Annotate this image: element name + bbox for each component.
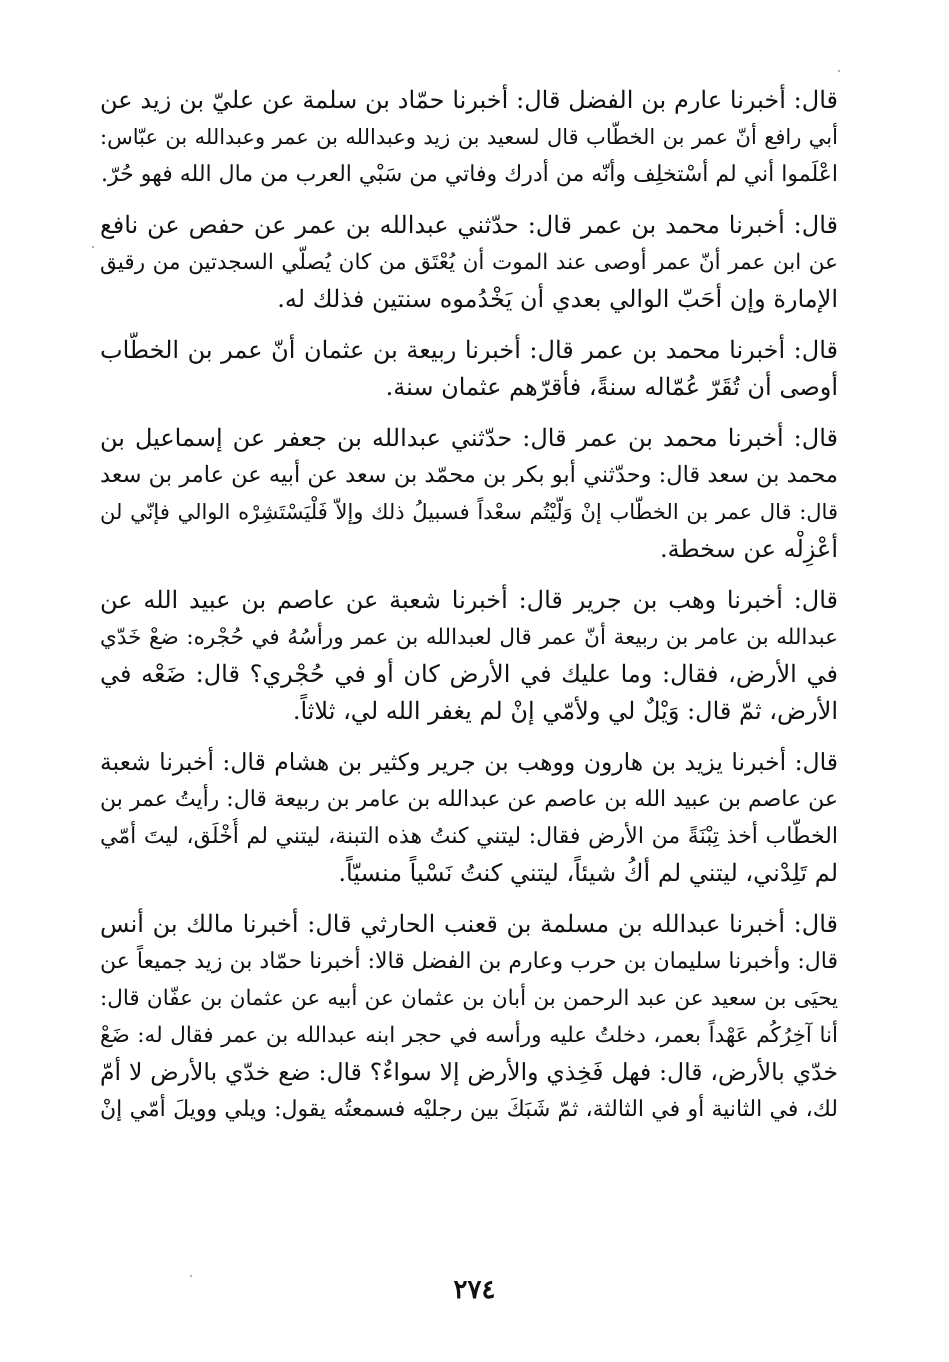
text-line: أنا آخِرُكُم عَهْداً بعمر، دخلتُ عليه ورأسه في حجر ابنه عبدالله بن عمر فقال له: ضَعْ <box>100 1023 838 1048</box>
text-line: اعْلَموا أني لم أسْتخلِف وأنّه من أدرك وفاتي من سَبْي العرب من مال الله فهو حُرّ. <box>101 162 838 187</box>
text-line: أبي رافع أنّ عمر بن الخطّاب قال لسعيد بن زيد وعبدالله بن عمر وعبدالله بن عبّاس: <box>100 125 838 149</box>
text-line: الإمارة وإن أحَبّ الوالي بعدي أن يَخْدُموه سنتين فذلك له. <box>277 285 838 313</box>
text-line: محمد بن سعد قال: وحدّثني أبو بكر بن محمّد بن سعد عن أبيه عن عامر بن سعد <box>100 462 838 488</box>
text-line: عن عاصم بن عبيد الله بن عاصم عن عبدالله بن عامر بن ربيعة قال: رأيتُ عمر بن <box>100 787 838 812</box>
paragraph-2 <box>100 207 838 318</box>
paragraph-1 <box>100 82 838 193</box>
text-line: قال: أخبرنا وهب بن جرير قال: أخبرنا شعبة عن عاصم بن عبيد الله عن <box>100 586 838 614</box>
page-body <box>100 82 838 1142</box>
text-line: قال: أخبرنا محمد بن عمر قال: أخبرنا ربيعة بن عثمان أنّ عمر بن الخطّاب <box>100 336 838 364</box>
text-line: قال: أخبرنا عبدالله بن مسلمة بن قعنب الحارثي قال: أخبرنا مالك بن أنس <box>100 910 838 938</box>
paragraph-3 <box>100 332 838 406</box>
text-line: أوصى أن تُقَرّ عُمّاله سنةً، فأقرّهم عثمان سنة. <box>385 373 838 401</box>
text-line: لك، في الثانية أو في الثالثة، ثمّ شَبَكَ بين رجليْه فسمعتُه يقول: ويلي وويلَ أمّي إنْ <box>100 1097 838 1122</box>
text-line: في الأرض، فقال: وما عليك في الأرض كان أو في حُجْري؟ قال: ضَعْه في <box>100 660 838 688</box>
text-line: أعْزِلْه عن سخطة. <box>659 535 838 563</box>
scan-speck <box>838 70 840 72</box>
text-line: قال: أخبرنا محمد بن عمر قال: حدّثني عبدالله بن عمر عن حفص عن نافع <box>100 211 838 239</box>
scan-speck <box>190 1275 192 1277</box>
paragraph-7 <box>100 906 838 1128</box>
text-line: الخطّاب أخذ تِبْنَةً من الأرض فقال: ليتني كنتُ هذه التبنة، ليتني لم أُخْلَق، ليتَ أمّي <box>100 824 838 849</box>
paragraph-4 <box>100 420 838 568</box>
paragraph-6 <box>100 744 838 892</box>
text-line: الأرض، ثمّ قال: وَيْلٌ لي ولأمّي إنْ لم يغفر الله لي، ثلاثاً. <box>292 697 838 725</box>
text-line: قال: أخبرنا يزيد بن هارون ووهب بن جرير وكثير بن هشام قال: أخبرنا شعبة <box>100 748 838 776</box>
page-number: ٢٧٤ <box>453 1275 496 1305</box>
text-line: لم تَلِدْني، ليتني لم أكُ شيئاً، ليتني كنتُ نَسْياً منسيّاً. <box>338 859 838 887</box>
text-line: عبدالله بن عامر بن ربيعة أنّ عمر قال لعبدالله بن عمر ورأسُهُ في حُجْره: ضعْ خَدّي <box>100 625 838 650</box>
text-line: عن ابن عمر أنّ عمر أوصى عند الموت أن يُعْتَق من كان يُصلّي السجدتين من رقيق <box>100 250 838 275</box>
scan-speck <box>92 246 94 248</box>
text-line: خدّي بالأرض، قال: فهل فَخِذي والأرض إلا سواءٌ؟ قال: ضع خدّي بالأرض لا أمّ <box>100 1058 838 1086</box>
text-line: قال: أخبرنا محمد بن عمر قال: حدّثني عبدالله بن جعفر عن إسماعيل بن <box>100 424 838 452</box>
text-line: يحيَى بن سعيد عن عبد الرحمن بن أبان بن عثمان عن أبيه عن عثمان بن عفّان قال: <box>100 986 838 1011</box>
text-line: قال: قال عمر بن الخطّاب إنْ وَلّيْتُم سعْداً فسبيلُ ذلك وإلاّ فَلْيَسْتَشِرْه الوالي فإنّي لن <box>100 500 838 524</box>
paragraph-5 <box>100 582 838 730</box>
text-line: قال: أخبرنا عارم بن الفضل قال: أخبرنا حمّاد بن سلمة عن عليّ بن زيد عن <box>100 86 838 114</box>
text-line: قال: وأخبرنا سليمان بن حرب وعارم بن الفضل قالا: أخبرنا حمّاد بن زيد جميعاً عن <box>100 949 838 974</box>
